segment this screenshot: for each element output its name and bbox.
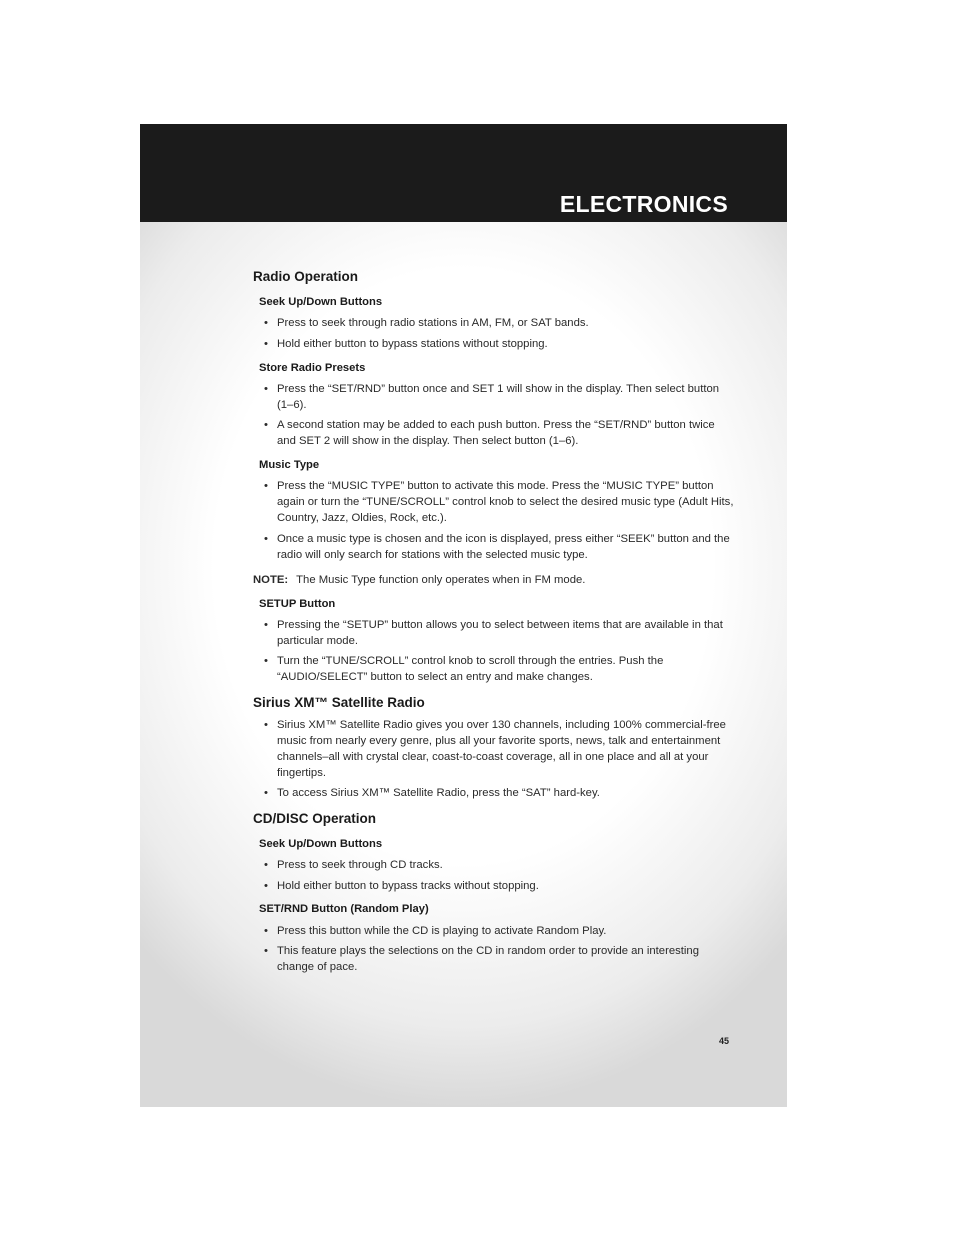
note: NOTE: The Music Type function only operates when in FM mode. bbox=[253, 574, 586, 586]
list-item: • To access Sirius XM™ Satellite Radio, press the “SAT” hard-key. bbox=[264, 787, 600, 799]
list-item: • A second station may be added to each push button. Press the “SET/RND” button twice and SET 2 will show in the display. Then select button (1–6). bbox=[264, 419, 715, 447]
list-item: • Hold either button to bypass stations without stopping. bbox=[264, 338, 548, 350]
heading-cd-disc-operation: CD/DISC Operation bbox=[253, 811, 377, 826]
section-title: ELECTRONICS bbox=[559, 191, 728, 217]
heading-sirius-xm: Sirius XM™ Satellite Radio bbox=[253, 695, 425, 710]
list-item: • Pressing the “SETUP” button allows you to select between items that are available in that particular mode. bbox=[264, 619, 723, 647]
list-item: • Press the “MUSIC TYPE” button to activate this mode. Press the “MUSIC TYPE” button again or turn the “TUNE/SCROLL” control knob to select the desired music type (Adult Hits, Country, Jazz, Oldies, Rock, etc.). bbox=[264, 480, 734, 524]
subheading-seek-buttons: Seek Up/Down Buttons bbox=[259, 296, 383, 308]
list-item: • Press to seek through radio stations in AM, FM, or SAT bands. bbox=[264, 317, 589, 329]
list-item: • Once a music type is chosen and the icon is displayed, press either “SEEK” button and the radio will only search for stations with the selected music type. bbox=[264, 533, 730, 561]
subheading-setup-button: SETUP Button bbox=[259, 598, 336, 610]
subheading-music-type: Music Type bbox=[259, 459, 320, 471]
subheading-store-presets: Store Radio Presets bbox=[259, 362, 366, 374]
list-item: • Hold either button to bypass tracks without stopping. bbox=[264, 880, 539, 892]
section-header-bar bbox=[140, 124, 787, 222]
manual-page bbox=[140, 124, 787, 1107]
list-item: • Press the “SET/RND” button once and SET 1 will show in the display. Then select button (1–6). bbox=[264, 383, 720, 411]
list-item: • Press to seek through CD tracks. bbox=[264, 859, 443, 871]
subheading-setrnd-button: SET/RND Button (Random Play) bbox=[259, 903, 429, 915]
list-item: • Press this button while the CD is playing to activate Random Play. bbox=[264, 925, 607, 937]
subheading-cd-seek-buttons: Seek Up/Down Buttons bbox=[259, 838, 383, 850]
list-item: • Turn the “TUNE/SCROLL” control knob to scroll through the entries. Push the “AUDIO/SELECT” button to select an entry and make changes. bbox=[264, 655, 664, 683]
list-item: • This feature plays the selections on the CD in random order to provide an interesting change of pace. bbox=[264, 945, 699, 973]
page-number: 45 bbox=[718, 1036, 729, 1046]
heading-radio-operation: Radio Operation bbox=[253, 269, 359, 284]
list-item: • Sirius XM™ Satellite Radio gives you over 130 channels, including 100% commercial-free music from nearly every genre, plus all your favorite sports, news, talk and entertainment channels–all with crystal clear, coast-to-coast coverage, all in one place and all at your fingertips. bbox=[264, 719, 726, 779]
